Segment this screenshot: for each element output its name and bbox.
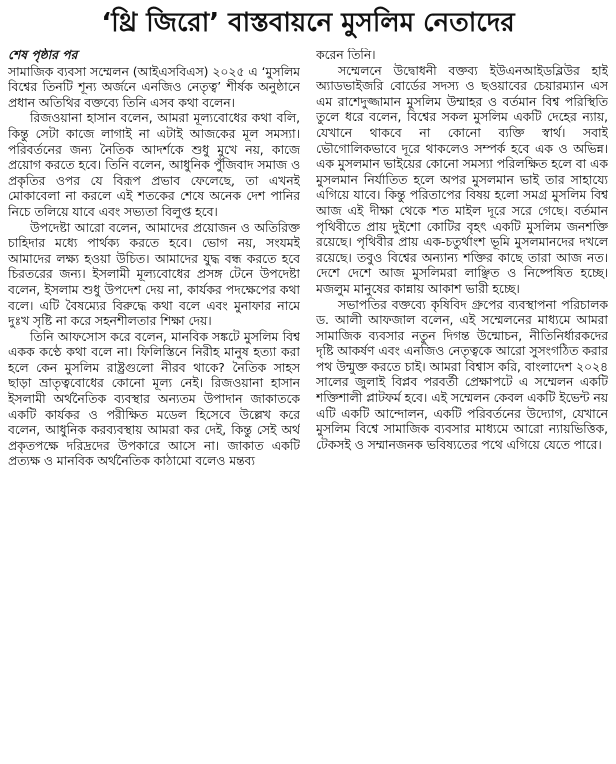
paragraph: সামাজিক ব্যবসা সম্মেলন (আইএসবিএস) ২০২৫ এ ‘মুসলিম বিশ্বের তিনটি শূন্য অর্জনে এনজিও নেতৃত্ব’ শীর্ষক অনুষ্ঠানে প্রধান অতিথির বক্তব্যে তিনি এসব কথা বলেন। [8,64,300,110]
continuation-kicker: শেষ পৃষ্ঠার পর [8,48,78,62]
column-right [316,48,608,760]
paragraph: তিনি আফসোস করে বলেন, মানবিক সঙ্কটে মুসলিম বিশ্ব একক কণ্ঠে কথা বলে না। ফিলিস্তিনে নিরীহ মানুষ হত্যা করা হলে কেন মুসলিম রাষ্ট্রগুলো নীরব থাকে? নৈতিক সাহস ছাড়া ভ্রাতৃত্ববোধের কোনো মূল্য নেই। রিজওয়ানা হাসান ইসলামী অর্থনৈতিক ব্যবস্থার অন্যতম উপাদান জাকাতকে একটি কার্যকর ও পরীক্ষিত মডেল হিসেবে উল্লেখ করে বলেন, আধুনিক করব্যবস্থায় আমরা কর দেই, কিন্তু সেই অর্থ প্রকৃতপক্ষে দরিদ্রদের উপকারে আসে না। জাকাত একটি প্রত্যক্ষ ও মানবিক অর্থনৈতিক কাঠামো বলেও মন্তব্য [8,329,300,469]
headline: ‘থ্রি জিরো’ বাস্তবায়নে মুসলিম নেতাদের [101,8,515,38]
paragraph: রিজওয়ানা হাসান বলেন, আমরা মূল্যবোধের কথা বলি, কিন্তু সেটা কাজে লাগাই না এটাই আজকের মূল সমস্যা। পরিবর্তনের জন্য নৈতিক আদর্শকে শুধু মুখে নয়, কাজে প্রয়োগ করতে হবে। তিনি বলেন, আধুনিক পুঁজিবাদ সমাজ ও প্রকৃতির ওপর যে বিরূপ প্রভাব ফেলেছে, তা এখনই মোকাবেলা না করলে এই শতকের শেষে অনেক দেশ পানির নিচে তলিয়ে যাবে এবং সভ্যতা বিলুপ্ত হবে। [8,111,300,219]
paragraph: সম্মেলনে উদ্বোধনী বক্তব্য ইউএনআইডব্লিউর হাই অ্যাডভাইজরি বোর্ডের সদস্য ও ছওয়াবের চেয়ারম্যান এস এম রাশেদুজ্জামান মুসলিম উম্মাহর ও বর্তমান বিশ্ব পরিস্থিতি তুলে ধরে বলেন, বিশ্বের সকল মুসলিম একটি দেহের ন্যায়, যেখানে থাকবে না কোনো ব্যক্তি স্বার্থ। সবাই ভৌগোলিকভাবে দূরে থাকলেও সম্পর্ক হবে এক ও অভিন্ন। এক মুসলমান ভাইয়ের কোনো সমস্যা পরিলক্ষিত হলে বা এক মুসলমান নির্যাতিত হলে অপর মুসলমান ভাই তার সাহায্যে এগিয়ে যাবে। কিন্তু পরিতাপের বিষয় হলো সমগ্র মুসলিম বিশ্ব আজ এই দীক্ষা থেকে শত মাইল দূরে সরে গেছে। বর্তমান পৃথিবীতে প্রায় দুইশো কোটির বৃহৎ একটি মুসলিম জনশক্তি রয়েছে। পৃথিবীর প্রায় এক-চতুর্থাংশ ভূমি মুসলমানদের দখলে রয়েছে। তবুও বিশ্বের অন্যান্য শক্তির কাছে তারা আজ নত। দেশে দেশে আজ মুসলিমরা লাঞ্ছিত ও নিষ্পেষিত হচ্ছে। মজলুম মানুষের কান্নায় আকাশ ভারী হচ্ছে। [316,63,608,296]
paragraph: করেন তিনি। [316,48,376,62]
paragraph: উপদেষ্টা আরো বলেন, আমাদের প্রয়োজন ও অতিরিক্ত চাহিদার মধ্যে পার্থক্য করতে হবে। ভোগ নয়, সংযমই আমাদের লক্ষ্য হওয়া উচিত। আমাদের যুদ্ধ বন্ধ করতে হবে চিরতরের জন্য। ইসলামী মূল্যবোধের প্রসঙ্গ টেনে উপদেষ্টা বলেন, ইসলাম শুধু উপদেশ দেয় না, কার্যকর পদক্ষেপের কথা বলে। এটি বৈষম্যের বিরুদ্ধে কথা বলে এবং মুনাফার নামে দুঃখ সৃষ্টি না করে সহনশীলতার শিক্ষা দেয়। [8,220,300,329]
article-body [8,48,608,760]
column-left [8,48,300,760]
paragraph: সভাপতির বক্তব্যে কৃষিবিদ গ্রুপের ব্যবস্থাপনা পরিচালক ড. আলী আফজাল বলেন, এই সম্মেলনের মাধ্যমে আমরা সামাজিক ব্যবসার নতুন দিগন্ত উন্মোচন, নীতিনির্ধারকদের দৃষ্টি আকর্ষণ এবং এনজিও নেতৃত্বকে আরো সুসংগঠিত করার পথ উন্মুক্ত করতে চাই। আমরা বিশ্বাস করি, বাংলাদেশ ২০২৪ সালের জুলাই বিপ্লব পরবর্তী প্রেক্ষাপটে এ সম্মেলন একটি শক্তিশালী প্লাটফর্ম হবে। এই সম্মেলন কেবল একটি ইভেন্ট নয় এটি একটি আন্দোলন, একটি পরিবর্তনের উদ্যোগ, যেখানে মুসলিম বিশ্বে সামাজিক ব্যবসার মাধ্যমে আরো ন্যায়ভিত্তিক, টেকসই ও সম্মানজনক ভবিষ্যতের পথে এগিয়ে যেতে পারে। [316,297,608,452]
